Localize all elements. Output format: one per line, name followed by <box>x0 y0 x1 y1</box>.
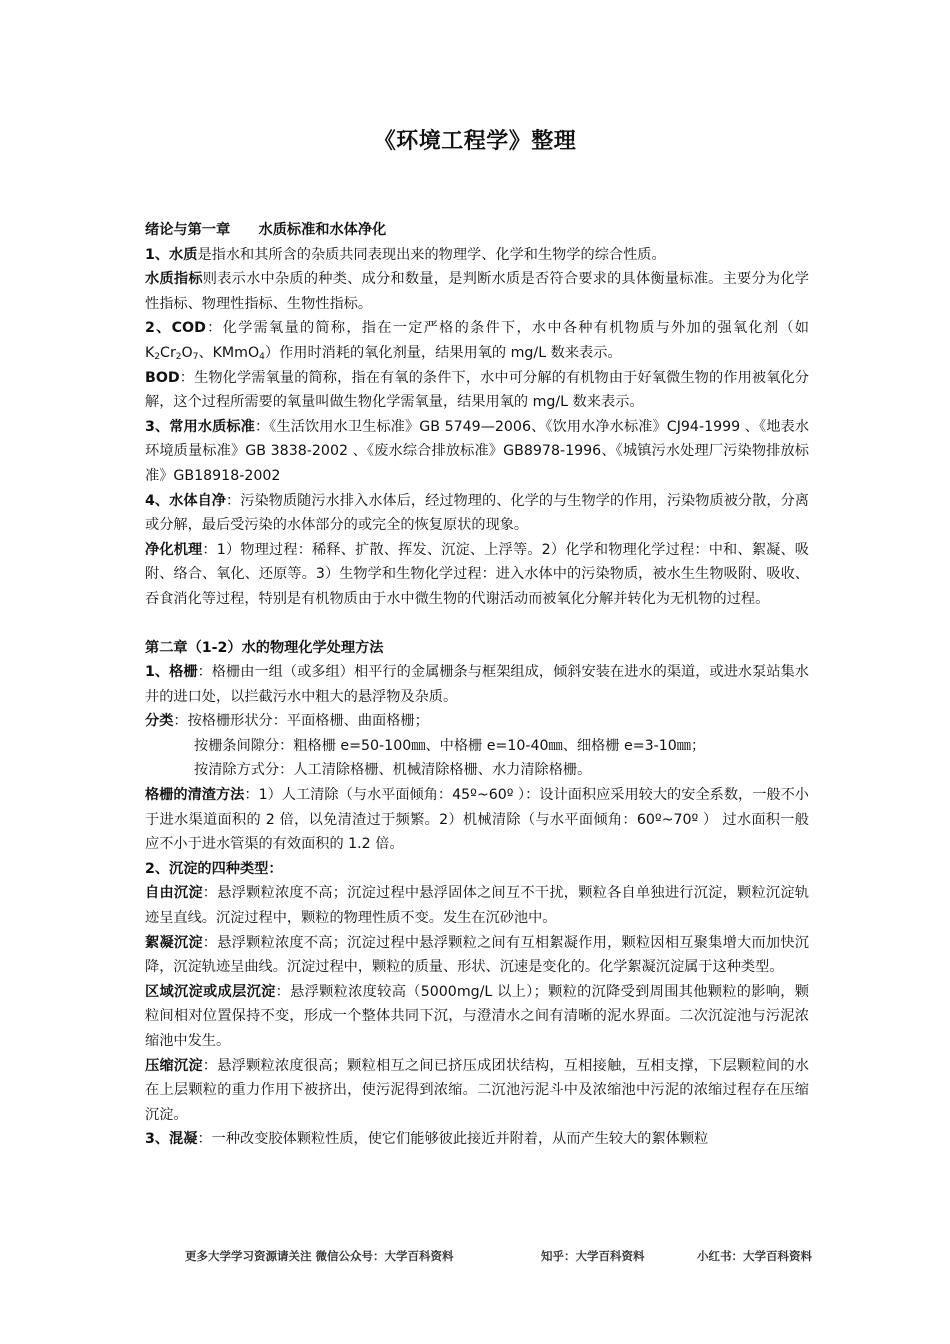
paragraph-text: 、KMmO <box>198 344 260 361</box>
paragraph-text: Cr <box>160 344 176 361</box>
paragraph <box>145 1054 809 1128</box>
section-spacer <box>145 612 809 636</box>
term-label: 3、常用水质标准 <box>145 418 255 435</box>
paragraph-text: ：污染物质随污水排入水体后，经过物理的、化学的与生物学的作用，污染物质被分散，分离或分解，最后受污染的水体部分的或完全的恢复原状的现象。 <box>145 492 809 534</box>
paragraph <box>145 881 809 930</box>
paragraph-text: ：《生活饮用水卫生标准》GB 5749—2006、《饮用水净水标准》CJ94-1999 、《地表水环境质量标准》GB 3838-2002 、《废水综合排放标准》GB8978-1996、《城镇污水处理厂污染物排放标准》GB18918-2002 <box>145 418 810 484</box>
paragraph <box>145 415 809 489</box>
term-label: 区域沉淀或成层沉淀 <box>145 983 276 1000</box>
paragraph-text: 是指水和其所含的杂质共同表现出来的物理学、化学和生物学的综合性质。 <box>197 246 666 263</box>
subscript: 7 <box>192 351 199 362</box>
term-label: 格栅的清渣方法 <box>145 787 245 804</box>
term-label: 水质指标 <box>145 271 203 288</box>
term-label: 净化机理 <box>145 541 203 558</box>
paragraph-text: ：生物化学需氧量的简称，指在有氧的条件下，水中可分解的有机物由于好氧微生物的作用被氧化分解，这个过程所需要的氧量叫做生物化学需氧量，结果用氧的 mg/L 数来表示。 <box>145 369 809 411</box>
paragraph <box>145 1127 809 1152</box>
paragraph-text: ：悬浮颗粒浓度较高（5000mg/L 以上）；颗粒的沉降受到周围其他颗粒的影响，颗粒间相对位置保持不变，形成一个整体共同下沉，与澄清水之间有清晰的泥水界面。二次沉淀池与污泥浓缩池中发生。 <box>145 983 809 1049</box>
paragraph-text: 则表示水中杂质的种类、成分和数量，是判断水质是否符合要求的具体衡量标准。主要分为化学性指标、物理性指标、生物性指标。 <box>145 271 809 312</box>
paragraph <box>145 267 809 316</box>
sub-heading: 2、沉淀的四种类型： <box>145 860 283 877</box>
term-label: 3、混凝 <box>145 1131 198 1148</box>
term-label: 1、格栅 <box>145 664 198 681</box>
term-label: 分类 <box>145 713 174 730</box>
paragraph <box>145 316 809 365</box>
paragraph-text: ：按格栅形状分：平面格栅、曲面格栅； <box>173 713 429 730</box>
paragraph-text: ：悬浮颗粒浓度很高；颗粒相互之间已挤压成团状结构，互相接触，互相支撑，下层颗粒间的水在上层颗粒的重力作用下被挤出，使污泥得到浓缩。二沉池污泥斗中及浓缩池中污泥的浓缩过程存在压缩沉淀。 <box>145 1057 809 1123</box>
paragraph <box>145 538 809 612</box>
paragraph <box>145 660 809 709</box>
paragraph-text: ：一种改变胶体颗粒性质，使它们能够彼此接近并附着，从而产生较大的絮体颗粒 <box>197 1131 709 1148</box>
paragraph-text: ：化学需氧量的简称，指在一定严格的条件下，水中各种有机物质与外加的强氧化剂（如 K <box>145 320 809 361</box>
document-body <box>145 218 809 1152</box>
paragraph-text: ：悬浮颗粒浓度不高；沉淀过程中悬浮固体之间互不干扰，颗粒各自单独进行沉淀，颗粒沉淀轨迹呈直线。沉淀过程中，颗粒的物理性质不变。发生在沉砂池中。 <box>145 885 809 927</box>
term-label: 1、水质 <box>145 246 198 263</box>
footer-xiaohongshu: 小红书：大学百科资料 <box>697 1249 812 1263</box>
paragraph <box>145 489 809 538</box>
document-title: 《环境工程学》整理 <box>373 129 577 154</box>
paragraph <box>145 709 809 734</box>
paragraph-text: ：1）物理过程：稀释、扩散、挥发、沉淀、上浮等。2）化学和物理化学过程：中和、絮凝、吸附、络合、氧化、还原等。3）生物学和生物化学过程：进入水体中的污染物质，被水生生物吸附、吸收、 吞食消化等过程，特别是有机物质由于水中微生物的代谢活动而被氧化分解并转化为无机物的过程。 <box>145 541 809 607</box>
footer-wechat: 更多大学学习资源请关注 微信公众号：大学百科资料 <box>185 1249 454 1263</box>
term-label: 压缩沉淀 <box>145 1057 203 1074</box>
paragraph-text: ）作用时消耗的氧化剂量，结果用氧的 mg/L 数来表示。 <box>264 344 622 361</box>
section-heading: 绪论与第一章 水质标准和水体净化 <box>145 222 387 238</box>
paragraph-indented: 按栅条间隙分：粗格栅 e=50-100㎜、中格栅 e=10-40㎜、细格栅 e=3-10㎜； <box>194 737 706 754</box>
paragraph-text: O <box>181 344 193 361</box>
paragraph <box>145 783 809 857</box>
term-label: 2、COD <box>145 320 206 337</box>
term-label: 自由沉淀 <box>145 885 203 902</box>
paragraph <box>145 980 809 1054</box>
term-label: 絮凝沉淀 <box>145 934 203 951</box>
paragraph <box>145 243 809 268</box>
section-heading: 第二章（1-2）水的物理化学处理方法 <box>145 639 384 656</box>
paragraph <box>145 366 809 415</box>
subscript: 2 <box>175 351 182 362</box>
footer-zhihu: 知乎：大学百科资料 <box>541 1249 645 1263</box>
subscript: 4 <box>259 351 265 362</box>
term-label: BOD <box>145 369 180 386</box>
paragraph-text: ：格栅由一组（或多组）相平行的金属栅条与框架组成，倾斜安装在进水的渠道，或进水泵站集水井的进口处，以拦截污水中粗大的悬浮物及杂质。 <box>145 664 809 705</box>
paragraph-text: ：1）人工清除（与水平面倾角：45º~60º ）：设计面积应采用较大的安全系数，一般不小于进水渠道面积的 2 倍，以免清渣过于频繁。2）机械清除（与水平面倾角：60º~70º ） 过水面积一般应不小于进水管渠的有效面积的 1.2 倍。 <box>145 787 809 853</box>
subscript: 2 <box>154 351 161 362</box>
paragraph-text: ：悬浮颗粒浓度不高；沉淀过程中悬浮颗粒之间有互相絮凝作用，颗粒因相互聚集增大而加快沉降，沉淀轨迹呈曲线。沉淀过程中，颗粒的质量、形状、沉速是变化的。化学絮凝沉淀属于这种类型。 <box>145 934 809 976</box>
paragraph <box>145 931 809 980</box>
paragraph-indented: 按清除方式分：人工清除格栅、机械清除格栅、水力清除格栅。 <box>194 762 592 779</box>
term-label: 4、水体自净 <box>145 492 227 509</box>
